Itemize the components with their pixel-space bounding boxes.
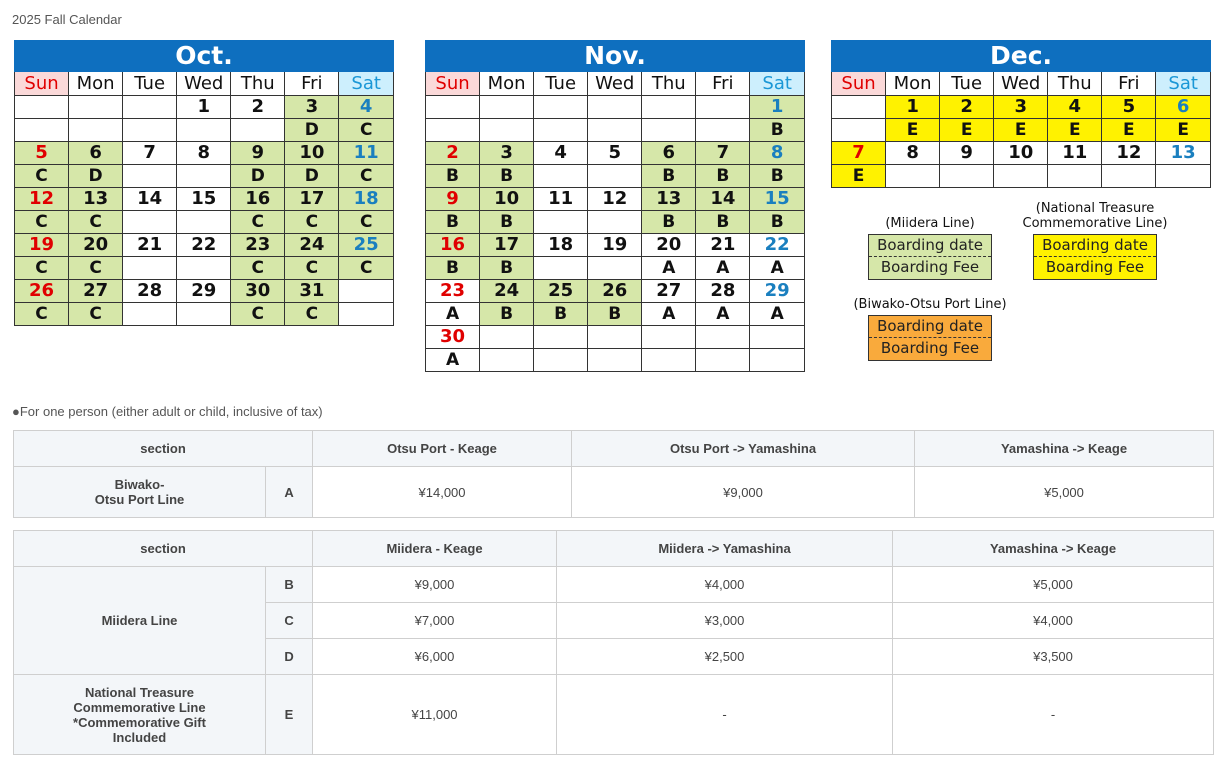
calendar-fee-code [534, 211, 588, 234]
calendar-fee-code [588, 349, 642, 372]
calendar-fee-code [177, 211, 231, 234]
calendar-day: 20 [642, 234, 696, 257]
fare2-price: - [557, 675, 893, 755]
calendar-day: 1 [750, 96, 805, 119]
calendar-fee-code: C [285, 257, 339, 280]
calendar-fee-code: E [1048, 119, 1102, 142]
legend-nt-box [1033, 234, 1157, 280]
legend-biwako-date: Boarding date [869, 316, 991, 338]
calendar-fee-code: B [588, 303, 642, 326]
calendar-fee-code: B [426, 211, 480, 234]
legend-biwako-fee: Boarding Fee [880, 339, 980, 357]
calendar-fee-code: A [426, 303, 480, 326]
fare2-header-1: Miidera - Keage [313, 531, 557, 567]
calendar-day [534, 326, 588, 349]
fare2-price: ¥3,000 [557, 603, 893, 639]
calendar-fee-code [480, 119, 534, 142]
calendar-day [588, 96, 642, 119]
calendar-day: 19 [15, 234, 69, 257]
weekday-header: Tue [534, 72, 588, 96]
calendar-fee-code [588, 257, 642, 280]
calendar-day: 24 [285, 234, 339, 257]
calendar-fee-code: A [750, 257, 805, 280]
calendar-day: 27 [69, 280, 123, 303]
fare-table-miidera [13, 530, 1214, 755]
calendar-fee-code: B [426, 257, 480, 280]
calendar-day: 30 [426, 326, 480, 349]
legend-miidera-title: (Miidera Line) [885, 216, 975, 231]
calendar-day: 8 [886, 142, 940, 165]
calendar-fee-code [534, 119, 588, 142]
calendar-fee-code [15, 119, 69, 142]
fare2-header-3: Yamashina -> Keage [893, 531, 1214, 567]
legend-miidera-date: Boarding date [869, 235, 991, 257]
weekday-header: Mon [480, 72, 534, 96]
calendar-fee-code [123, 119, 177, 142]
calendar-fee-code [642, 349, 696, 372]
calendar-fee-code: E [940, 119, 994, 142]
calendar-day: 5 [588, 142, 642, 165]
calendar-day: 21 [123, 234, 177, 257]
calendar-fee-code: B [750, 119, 805, 142]
calendar-day: 31 [285, 280, 339, 303]
calendar-fee-code: D [285, 165, 339, 188]
calendar-fee-code [534, 165, 588, 188]
calendar-fee-code [177, 119, 231, 142]
calendar-fee-code [886, 165, 940, 188]
fare1-price: ¥5,000 [915, 467, 1214, 518]
weekday-header: Sun [832, 72, 886, 96]
calendar-day: 25 [534, 280, 588, 303]
calendar-day [696, 96, 750, 119]
calendar-fee-code: A [696, 257, 750, 280]
calendar-fee-code [123, 165, 177, 188]
calendar-fee-code: C [339, 119, 394, 142]
calendar-day: 12 [15, 188, 69, 211]
fare2-header-section: section [14, 531, 313, 567]
calendar-day: 8 [750, 142, 805, 165]
calendar-fee-code: A [642, 257, 696, 280]
calendar-fee-code: A [426, 349, 480, 372]
legend-nt-title-1: (National Treasure [1035, 201, 1155, 216]
calendar-fee-code [231, 119, 285, 142]
calendar-day: 3 [994, 96, 1048, 119]
legend-biwako-box [868, 315, 992, 361]
calendar-day: 28 [123, 280, 177, 303]
calendar-day: 29 [750, 280, 805, 303]
calendar-october [14, 40, 394, 326]
calendar-day [832, 96, 886, 119]
fare1-price: ¥9,000 [572, 467, 915, 518]
calendar-day: 8 [177, 142, 231, 165]
calendar-fee-code [696, 349, 750, 372]
calendar-day: 6 [642, 142, 696, 165]
weekday-header: Sat [339, 72, 394, 96]
calendar-fee-code [642, 119, 696, 142]
calendar-fee-code [940, 165, 994, 188]
calendar-fee-code: C [69, 211, 123, 234]
calendar-day: 25 [339, 234, 394, 257]
calendar-day: 13 [1156, 142, 1211, 165]
calendar-fee-code: C [339, 211, 394, 234]
legend-nt-fee: Boarding Fee [1045, 258, 1145, 276]
calendar-fee-code [696, 119, 750, 142]
calendar-day: 4 [1048, 96, 1102, 119]
calendar-fee-code: B [696, 165, 750, 188]
weekday-header: Tue [940, 72, 994, 96]
calendar-fee-code: B [750, 211, 805, 234]
calendar-day: 10 [285, 142, 339, 165]
calendar-fee-code: C [285, 303, 339, 326]
calendar-fee-code: B [480, 211, 534, 234]
calendar-day: 10 [480, 188, 534, 211]
calendar-fee-code: D [69, 165, 123, 188]
fare2-code: D [266, 639, 313, 675]
calendar-day: 6 [1156, 96, 1211, 119]
fare2-price: ¥4,000 [893, 603, 1214, 639]
fare2-line-name: Miidera Line [14, 567, 266, 675]
fare1-header-1: Otsu Port - Keage [313, 431, 572, 467]
calendar-fee-code: C [285, 211, 339, 234]
calendar-day: 13 [69, 188, 123, 211]
calendar-day: 14 [123, 188, 177, 211]
calendar-day: 11 [339, 142, 394, 165]
calendar-day: 24 [480, 280, 534, 303]
calendar-day: 6 [69, 142, 123, 165]
calendar-fee-code: C [15, 165, 69, 188]
legend-miidera-fee: Boarding Fee [880, 258, 980, 276]
calendar-fee-code [480, 349, 534, 372]
calendar-day: 4 [534, 142, 588, 165]
calendar-day: 7 [123, 142, 177, 165]
calendar-fee-code [750, 349, 805, 372]
calendar-day [123, 96, 177, 119]
calendar-fee-code: B [534, 303, 588, 326]
calendar-day: 22 [177, 234, 231, 257]
calendar-day [69, 96, 123, 119]
calendar-fee-code [994, 165, 1048, 188]
fare2-price: ¥2,500 [557, 639, 893, 675]
calendar-day: 16 [231, 188, 285, 211]
fare2-header-2: Miidera -> Yamashina [557, 531, 893, 567]
fare2-code-e: E [266, 675, 313, 755]
calendar-fee-code: B [696, 211, 750, 234]
calendar-day [480, 96, 534, 119]
calendar-day: 22 [750, 234, 805, 257]
calendar-day: 26 [15, 280, 69, 303]
calendar-day: 14 [696, 188, 750, 211]
weekday-header: Wed [994, 72, 1048, 96]
weekday-header: Thu [642, 72, 696, 96]
fare2-price: - [893, 675, 1214, 755]
fare2-price: ¥6,000 [313, 639, 557, 675]
calendar-day [642, 326, 696, 349]
calendar-day: 12 [588, 188, 642, 211]
calendar-day: 9 [426, 188, 480, 211]
calendar-day: 17 [285, 188, 339, 211]
fare-note: ●For one person (either adult or child, inclusive of tax) [12, 404, 323, 419]
calendar-fee-code [69, 119, 123, 142]
table-row [14, 467, 1214, 518]
calendar-day: 15 [177, 188, 231, 211]
legend-nt-title-2: Commemorative Line) [1022, 216, 1168, 231]
calendar-fee-code: A [642, 303, 696, 326]
calendar-day [588, 326, 642, 349]
calendar-day: 17 [480, 234, 534, 257]
calendar-day: 7 [832, 142, 886, 165]
fare2-price: ¥4,000 [557, 567, 893, 603]
calendar-day: 2 [426, 142, 480, 165]
calendar-fee-code [1156, 165, 1211, 188]
calendar-fee-code: C [231, 303, 285, 326]
calendar-fee-code: C [231, 257, 285, 280]
fare1-code-a: A [266, 467, 313, 518]
calendar-fee-code: C [231, 211, 285, 234]
weekday-header: Mon [886, 72, 940, 96]
calendar-day: 10 [994, 142, 1048, 165]
fare2-price: ¥11,000 [313, 675, 557, 755]
calendar-day: 23 [231, 234, 285, 257]
calendar-day [426, 96, 480, 119]
calendar-day: 28 [696, 280, 750, 303]
calendar-day: 13 [642, 188, 696, 211]
calendar-fee-code: E [832, 165, 886, 188]
calendar-fee-code: A [696, 303, 750, 326]
calendar-fee-code: C [15, 303, 69, 326]
calendar-day: 19 [588, 234, 642, 257]
calendar-fee-code [588, 119, 642, 142]
fare2-line2-name: National Treasure Commemorative Line *Commemorative Gift Included [14, 675, 266, 755]
calendar-day: 11 [534, 188, 588, 211]
fare2-code: B [266, 567, 313, 603]
calendar-day: 26 [588, 280, 642, 303]
calendar-day: 20 [69, 234, 123, 257]
calendar-fee-code [534, 349, 588, 372]
weekday-header: Wed [177, 72, 231, 96]
weekday-header: Sun [15, 72, 69, 96]
weekday-header: Fri [285, 72, 339, 96]
calendar-fee-code: B [480, 165, 534, 188]
fare2-code: C [266, 603, 313, 639]
legend-nt-date: Boarding date [1034, 235, 1156, 257]
weekday-header: Fri [1102, 72, 1156, 96]
fare-table-biwako [13, 430, 1214, 518]
calendar-day [339, 280, 394, 303]
calendar-fee-code: D [231, 165, 285, 188]
calendar-day: 7 [696, 142, 750, 165]
calendar-day: 5 [1102, 96, 1156, 119]
calendar-day [534, 96, 588, 119]
fare1-header-2: Otsu Port -> Yamashina [572, 431, 915, 467]
calendar-fee-code: B [480, 303, 534, 326]
weekday-header: Fri [696, 72, 750, 96]
calendar-fee-code [177, 257, 231, 280]
weekday-header: Sat [750, 72, 805, 96]
calendar-fee-code [588, 211, 642, 234]
calendar-day: 18 [534, 234, 588, 257]
fare1-line-name: Biwako- Otsu Port Line [14, 467, 266, 518]
calendar-december [831, 40, 1211, 188]
calendar-day: 1 [886, 96, 940, 119]
fare2-price: ¥7,000 [313, 603, 557, 639]
calendar-fee-code [534, 257, 588, 280]
calendar-day: 21 [696, 234, 750, 257]
calendar-fee-code: E [1156, 119, 1211, 142]
calendar-fee-code: D [285, 119, 339, 142]
calendar-day [642, 96, 696, 119]
calendar-day: 3 [480, 142, 534, 165]
weekday-header: Mon [69, 72, 123, 96]
calendar-day [750, 326, 805, 349]
calendar-day: 18 [339, 188, 394, 211]
calendar-day: 16 [426, 234, 480, 257]
calendar-fee-code: B [642, 211, 696, 234]
weekday-header: Thu [1048, 72, 1102, 96]
calendar-fee-code: C [69, 257, 123, 280]
fare1-header-section: section [14, 431, 313, 467]
calendar-day [480, 326, 534, 349]
weekday-header: Sat [1156, 72, 1211, 96]
calendar-fee-code [832, 119, 886, 142]
calendar-day: 9 [231, 142, 285, 165]
calendar-day: 2 [231, 96, 285, 119]
calendar-day: 11 [1048, 142, 1102, 165]
fare2-price: ¥3,500 [893, 639, 1214, 675]
calendar-day [696, 326, 750, 349]
calendar-fee-code: B [426, 165, 480, 188]
calendar-fee-code [339, 303, 394, 326]
calendar-fee-code: A [750, 303, 805, 326]
calendar-day: 5 [15, 142, 69, 165]
calendar-fee-code [123, 303, 177, 326]
calendar-fee-code: C [15, 211, 69, 234]
calendar-day: 9 [940, 142, 994, 165]
calendar-fee-code: B [750, 165, 805, 188]
calendar-day: 4 [339, 96, 394, 119]
calendar-fee-code [123, 257, 177, 280]
table-row [14, 675, 1214, 755]
calendar-fee-code [177, 303, 231, 326]
calendar-fee-code [177, 165, 231, 188]
calendar-fee-code [1048, 165, 1102, 188]
calendar-day: 15 [750, 188, 805, 211]
calendar-fee-code: E [994, 119, 1048, 142]
calendar-november [425, 40, 805, 372]
calendar-fee-code: C [339, 257, 394, 280]
weekday-header: Sun [426, 72, 480, 96]
calendar-day: 12 [1102, 142, 1156, 165]
calendar-fee-code: C [15, 257, 69, 280]
fare2-price: ¥9,000 [313, 567, 557, 603]
calendar-fee-code: B [642, 165, 696, 188]
page-title: 2025 Fall Calendar [12, 12, 122, 27]
calendar-fee-code [588, 165, 642, 188]
calendar-day: 1 [177, 96, 231, 119]
calendar-day: 3 [285, 96, 339, 119]
fare2-price: ¥5,000 [893, 567, 1214, 603]
weekday-header: Thu [231, 72, 285, 96]
table-row [14, 567, 1214, 603]
month-title: Oct. [15, 41, 394, 72]
calendar-day: 29 [177, 280, 231, 303]
calendar-day: 23 [426, 280, 480, 303]
calendar-fee-code: B [480, 257, 534, 280]
calendar-fee-code: C [339, 165, 394, 188]
month-title: Nov. [426, 41, 805, 72]
weekday-header: Tue [123, 72, 177, 96]
calendar-day: 27 [642, 280, 696, 303]
calendar-day [15, 96, 69, 119]
calendar-day: 2 [940, 96, 994, 119]
legend-biwako-title: (Biwako-Otsu Port Line) [853, 297, 1007, 312]
calendar-fee-code [1102, 165, 1156, 188]
legend-miidera-box [868, 234, 992, 280]
calendar-day: 30 [231, 280, 285, 303]
calendar-fee-code: E [1102, 119, 1156, 142]
fare1-header-3: Yamashina -> Keage [915, 431, 1214, 467]
fare1-price: ¥14,000 [313, 467, 572, 518]
calendar-fee-code: C [69, 303, 123, 326]
calendar-fee-code: E [886, 119, 940, 142]
calendar-fee-code [426, 119, 480, 142]
weekday-header: Wed [588, 72, 642, 96]
calendar-fee-code [123, 211, 177, 234]
month-title: Dec. [832, 41, 1211, 72]
